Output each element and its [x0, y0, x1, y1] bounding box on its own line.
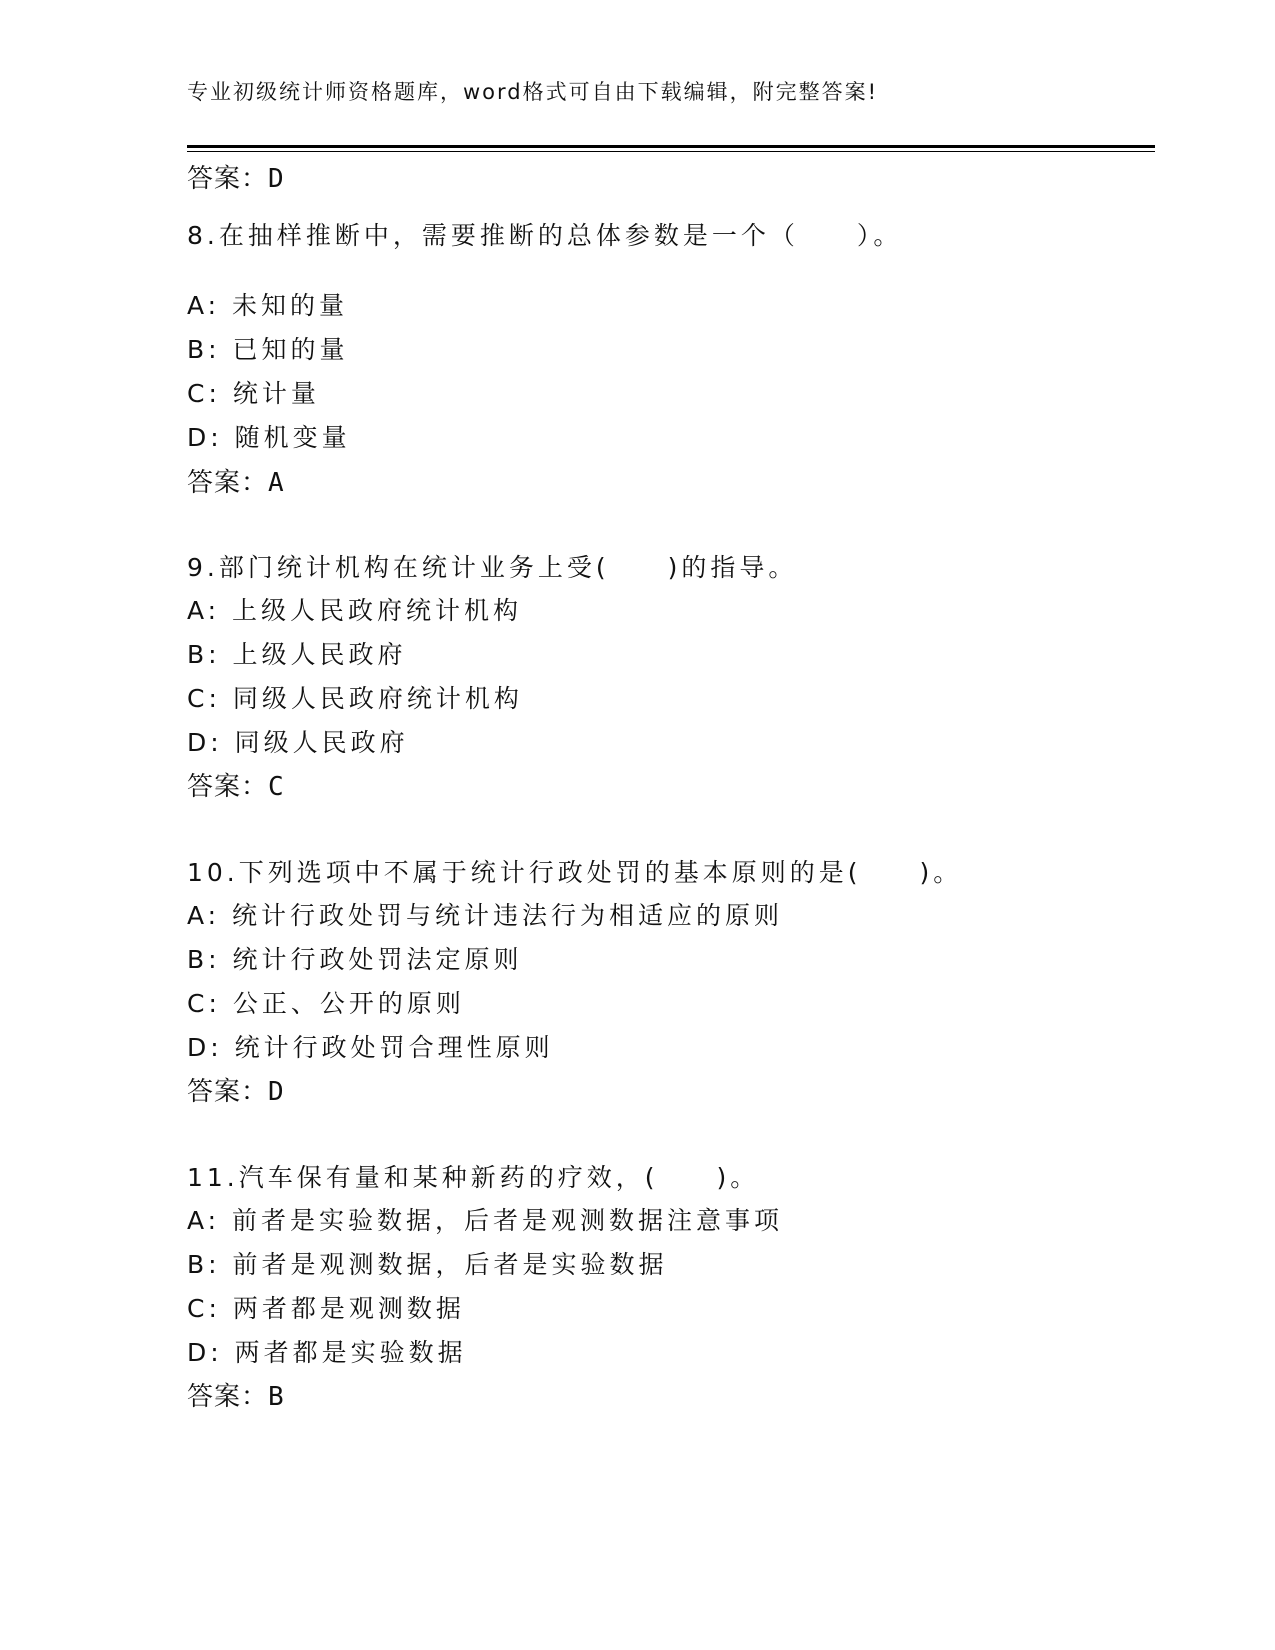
- answer-label: 答案：: [187, 772, 269, 802]
- question-9-answer: [187, 766, 285, 803]
- question-9-option-d: D: 同级人民政府: [187, 728, 409, 757]
- question-8-stem: 8.在抽样推断中，需要推断的总体参数是一个（ ）。: [187, 221, 903, 250]
- question-10-answer: [187, 1071, 285, 1108]
- header-divider-thin: [187, 151, 1155, 152]
- header-divider-thick: [187, 145, 1155, 148]
- answer-letter: B: [268, 1382, 285, 1412]
- question-8-option-b: B: 已知的量: [187, 335, 349, 364]
- question-9-option-b: B: 上级人民政府: [187, 640, 407, 669]
- question-11-option-b: B: 前者是观测数据，后者是实验数据: [187, 1250, 668, 1279]
- question-10-stem: 10.下列选项中不属于统计行政处罚的基本原则的是( )。: [187, 858, 963, 887]
- question-10-option-d: D: 统计行政处罚合理性原则: [187, 1033, 554, 1062]
- question-8-option-d: D: 随机变量: [187, 423, 351, 452]
- question-9-option-a: A: 上级人民政府统计机构: [187, 596, 523, 625]
- previous-answer: [187, 158, 285, 195]
- answer-letter: D: [268, 1077, 285, 1107]
- question-11-answer: [187, 1376, 285, 1413]
- question-11-option-d: D: 两者都是实验数据: [187, 1338, 467, 1367]
- question-8-option-c: C: 统计量: [187, 379, 320, 408]
- question-11-option-a: A: 前者是实验数据，后者是观测数据注意事项: [187, 1206, 784, 1235]
- answer-letter: C: [268, 772, 285, 802]
- answer-label: 答案：: [187, 1382, 269, 1412]
- question-9-stem: 9.部门统计机构在统计业务上受( )的指导。: [187, 553, 798, 582]
- question-8-option-a: A: 未知的量: [187, 291, 349, 320]
- question-9-option-c: C: 同级人民政府统计机构: [187, 684, 523, 713]
- question-11-stem: 11.汽车保有量和某种新药的疗效，( )。: [187, 1163, 760, 1192]
- answer-letter: A: [268, 468, 285, 498]
- answer-label: 答案：: [187, 468, 269, 498]
- question-10-option-c: C: 公正、公开的原则: [187, 989, 465, 1018]
- answer-label: 答案：: [187, 164, 269, 194]
- question-10-option-a: A: 统计行政处罚与统计违法行为相适应的原则: [187, 901, 784, 930]
- question-11-option-c: C: 两者都是观测数据: [187, 1294, 465, 1323]
- page-header: 专业初级统计师资格题库，word格式可自由下载编辑，附完整答案!: [187, 80, 879, 104]
- answer-label: 答案：: [187, 1077, 269, 1107]
- answer-letter: D: [268, 164, 285, 194]
- question-8-answer: [187, 462, 285, 499]
- question-10-option-b: B: 统计行政处罚法定原则: [187, 945, 523, 974]
